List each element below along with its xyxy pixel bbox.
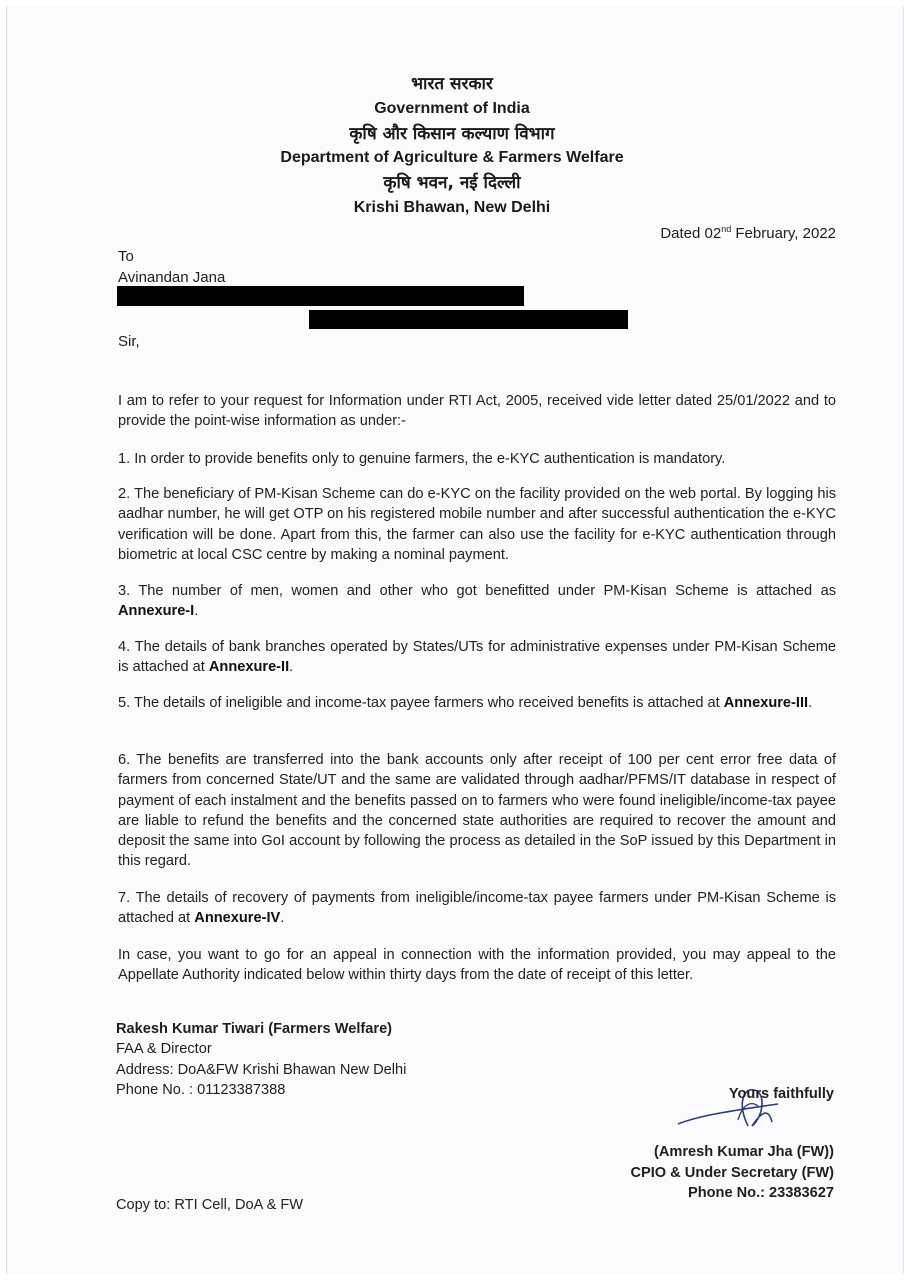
salutation: Sir, xyxy=(118,333,140,350)
point-7: 7. The details of recovery of payments from ineligible/income-tax payee farmers under PM-Kisan Scheme is attached at Annexure-IV. xyxy=(118,890,836,927)
letterhead xyxy=(0,72,904,221)
appellate-address: Address: DoA&FW Krishi Bhawan New Delhi xyxy=(116,1061,407,1078)
point-4: 4. The details of bank branches operated by States/UTs for administrative expenses under PM-Kisan Scheme is attached at Annexure-II. xyxy=(118,639,836,676)
annexure-ii: Annexure-II xyxy=(208,659,290,676)
appeal-paragraph: In case, you want to go for an appeal in connection with the information provided, you may appeal to the Appellate Authority indicated below within thirty days from the date of receipt of this letter. xyxy=(118,947,836,984)
redacted-address-line-2 xyxy=(309,310,628,329)
signatory-block xyxy=(630,1084,834,1203)
header-hindi-department: कृषि और किसान कल्याण विभाग xyxy=(349,123,555,144)
header-location: Krishi Bhawan, New Delhi xyxy=(353,198,551,216)
letter-date: Dated 02nd February, 2022 xyxy=(660,224,836,242)
copy-to: Copy to: RTI Cell, DoA & FW xyxy=(116,1197,304,1213)
annexure-iii: Annexure-III xyxy=(723,695,809,711)
intro-paragraph: I am to refer to your request for Information under RTI Act, 2005, received vide letter dated 25/01/2022 and to provide the point-wise information as under:- xyxy=(118,393,836,430)
redacted-address-line-1 xyxy=(117,286,524,306)
header-government: Government of India xyxy=(374,99,530,117)
closing: Yours faithfully xyxy=(728,1086,834,1102)
appellate-phone: Phone No. : 01123387388 xyxy=(116,1082,286,1099)
signatory-name: (Amresh Kumar Jha (FW)) xyxy=(653,1144,834,1161)
annexure-i: Annexure-I xyxy=(118,603,195,620)
annexure-iv: Annexure-IV xyxy=(194,910,281,927)
point-1: 1. In order to provide benefits only to genuine farmers, the e-KYC authentication is mandatory. xyxy=(118,451,726,467)
point-3: 3. The number of men, women and other who got benefitted under PM-Kisan Scheme is attached as Annexure-I. xyxy=(118,583,836,620)
appellate-authority xyxy=(116,1019,406,1101)
header-hindi-location: कृषि भवन, नई दिल्ली xyxy=(383,173,521,194)
header-hindi-government: भारत सरकार xyxy=(411,74,493,94)
signatory-phone: Phone No.: 23383627 xyxy=(687,1184,834,1201)
appellate-role: FAA & Director xyxy=(116,1041,212,1058)
signatory-designation: CPIO & Under Secretary (FW) xyxy=(630,1164,834,1181)
addressee-to: To xyxy=(118,248,134,265)
point-5: 5. The details of ineligible and income-tax payee farmers who received benefits is attached at Annexure-III. xyxy=(118,695,813,711)
addressee-name: Avinandan Jana xyxy=(118,269,226,286)
point-6: 6. The benefits are transferred into the bank accounts only after receipt of 100 per cent error free data of farmers from concerned State/UT and the same are validated through aadhar/PFMS/IT database in respect of payment of each instalment and the benefits passed on to farmers who were found ineligible/income-tax payee are liable to refund the benefits and the concerned state authorities are required to recover the amount and deposit the same into GoI account by following the process as detailed in the SoP issued by this Department in this regard. xyxy=(118,752,836,870)
point-2: 2. The beneficiary of PM-Kisan Scheme can do e-KYC on the facility provided on the web portal. By logging his aadhar number, he will get OTP on his registered mobile number and after successful authentication the e-KYC verification will be done. Apart from this, the farmer can also use the facility for e-KYC authentication through biometric at local CSC centre by making a nominal payment. xyxy=(118,486,836,563)
header-department: Department of Agriculture & Farmers Welfare xyxy=(280,149,624,167)
appellate-name: Rakesh Kumar Tiwari (Farmers Welfare) xyxy=(116,1021,393,1037)
